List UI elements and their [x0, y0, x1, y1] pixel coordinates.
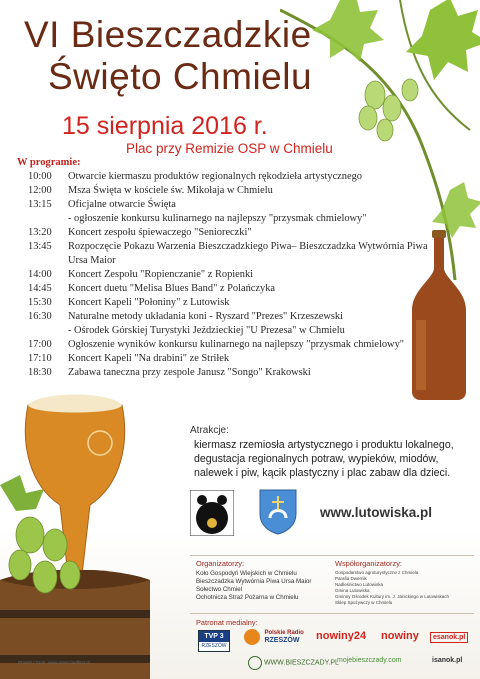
program-time	[28, 212, 68, 226]
coat-of-arms-icon	[258, 488, 298, 536]
hop-cones-icon	[0, 465, 100, 615]
coorganizer-item: Gmina Lutowiska	[335, 588, 370, 593]
program-item	[28, 324, 428, 338]
program-item	[28, 282, 428, 296]
organizers-list	[196, 570, 336, 602]
polskie-radio-logo	[244, 628, 304, 646]
program-time: 13:45	[28, 241, 52, 252]
program-item	[28, 338, 428, 352]
event-date: 15 sierpnia 2016 r.	[62, 112, 268, 140]
nowiny-logo: nowiny	[381, 630, 419, 642]
media-heading: Patronat medialny:	[196, 618, 258, 627]
program-time: 12:00	[28, 185, 52, 196]
program-time: 18:30	[28, 367, 52, 378]
program-time: 14:00	[28, 269, 52, 280]
coorganizers-list	[335, 570, 475, 606]
program-text: Rozpoczęcie Pokazu Warzenia Bieszczadzkiego Piwa– Bieszczadzka Wytwórnia Piwa Ursa Maior	[68, 241, 428, 266]
isanok-logo: isanok.pl	[432, 657, 463, 664]
credit-line: Projekt / Druk: www.agencjaeffect.pl	[18, 660, 90, 665]
program-item	[28, 212, 428, 226]
title-line-2: Święto Chmielu	[48, 56, 313, 97]
divider-bottom	[190, 613, 474, 614]
program-item	[28, 268, 428, 282]
website-link[interactable]: www.lutowiska.pl	[320, 505, 433, 520]
radio-top: Polskie Radio	[264, 629, 304, 636]
organizer-item: Sołectwo Chmiel	[196, 586, 243, 593]
program-time	[28, 324, 68, 338]
program-text: Naturalne metody układania koni - Ryszard "Prezes" Krzeszewski	[68, 311, 343, 322]
program-list	[28, 170, 428, 380]
attractions-text: kiermasz rzemiosła artystycznego i produktu lokalnego, degustacja regionalnych potraw, wypieków, miodów, nalewek i piw, kącik plastyczny i plac zabaw dla dzieci.	[194, 439, 454, 479]
program-text: Zabawa taneczna przy zespole Janusz "Songo" Krakowski	[68, 367, 311, 378]
title-line-1: VI Bieszczadzkie	[24, 14, 312, 55]
program-time: 17:00	[28, 339, 52, 350]
program-time: 17:10	[28, 353, 52, 364]
coorganizer-item: Nadleśnictwo Lutowiska	[335, 582, 384, 587]
bieszczady-logo	[248, 656, 339, 670]
program-item	[28, 198, 428, 212]
coorganizer-item: Gminny Ośrodek Kultury im. J. Janickiego w Lutowiskach	[335, 594, 450, 599]
program-item	[28, 184, 428, 198]
program-text: Koncert duetu "Melisa Blues Band" z Polańczyka	[68, 283, 276, 294]
program-item	[28, 226, 428, 240]
program-time: 10:00	[28, 171, 52, 182]
program-text: Oficjalne otwarcie Święta	[68, 199, 176, 210]
attractions-label: Atrakcje:	[190, 425, 229, 436]
program-time: 14:45	[28, 283, 52, 294]
program-text: Koncert Kapeli "Na drabini" ze Striłek	[68, 353, 230, 364]
coorganizers-heading: Współorganizatorzy:	[335, 559, 402, 568]
program-item	[28, 352, 428, 366]
program-time: 15:30	[28, 297, 52, 308]
program-item	[28, 170, 428, 184]
bieszczady-circle-icon	[248, 656, 262, 670]
program-text: - ogłoszenie konkursu kulinarnego na najlepszy "przysmak chmielowy"	[68, 213, 367, 224]
organizers-heading: Organizatorzy:	[196, 559, 245, 568]
coorganizer-item: Gospodarstwo agroturystyczne z Chmiela	[335, 570, 419, 575]
nowiny24-logo: nowiny24	[316, 630, 367, 642]
program-item	[28, 310, 428, 324]
program-text: Koncert Zespołu "Ropienczanie" z Ropienki	[68, 269, 254, 280]
organizer-item: Koło Gospodyń Wiejskich w Chmielu	[196, 570, 297, 577]
event-place: Plac przy Remizie OSP w Chmielu	[126, 141, 333, 156]
radio-bottom: RZESZÓW	[264, 636, 300, 644]
radio-circle-icon	[244, 629, 260, 645]
tvp-label: TVP 3	[199, 631, 229, 642]
program-heading: W programie:	[17, 157, 81, 168]
esanok-logo: esanok.pl	[430, 632, 468, 643]
program-item	[28, 240, 428, 268]
program-text: Koncert Kapeli "Połoniny" z Lutowisk	[68, 297, 230, 308]
tvp-sub: RZESZÓW	[201, 643, 227, 649]
coorganizer-item: Sklep Spożywczy w Chmielu	[335, 600, 393, 605]
organizer-item: Ochotnicza Straż Pożarna w Chmielu	[196, 594, 299, 601]
program-text: Ogłoszenie wyników konkursu kulinarnego na najlepszy "przysmak chmielowy"	[68, 339, 405, 350]
program-text: Koncert zespołu śpiewaczego "Senioreczki"	[68, 227, 252, 238]
program-item	[28, 296, 428, 310]
program-time: 13:20	[28, 227, 52, 238]
bear-logo-icon	[190, 490, 234, 536]
mojebieszczady-logo: mojebieszczady.com	[337, 657, 402, 664]
bieszczady-label: WWW.BIESZCZADY.PL	[263, 659, 339, 667]
organizer-item: Bieszczadzka Wytwórnia Piwa Ursa Maior	[196, 578, 312, 585]
program-text: Otwarcie kiermaszu produktów regionalnych rękodzieła artystycznego	[68, 171, 362, 182]
divider-top	[190, 555, 474, 556]
program-time: 16:30	[28, 311, 52, 322]
program-time: 13:15	[28, 199, 52, 210]
tvp-logo	[198, 630, 230, 652]
program-text: - Ośrodek Górskiej Turystyki Jeździeckiej "U Prezesa" w Chmielu	[68, 325, 345, 336]
coorganizer-item: Parafia Dwernik	[335, 576, 367, 581]
program-text: Msza Święta w kościele św. Mikołaja w Chmielu	[68, 185, 273, 196]
program-item	[28, 366, 428, 380]
